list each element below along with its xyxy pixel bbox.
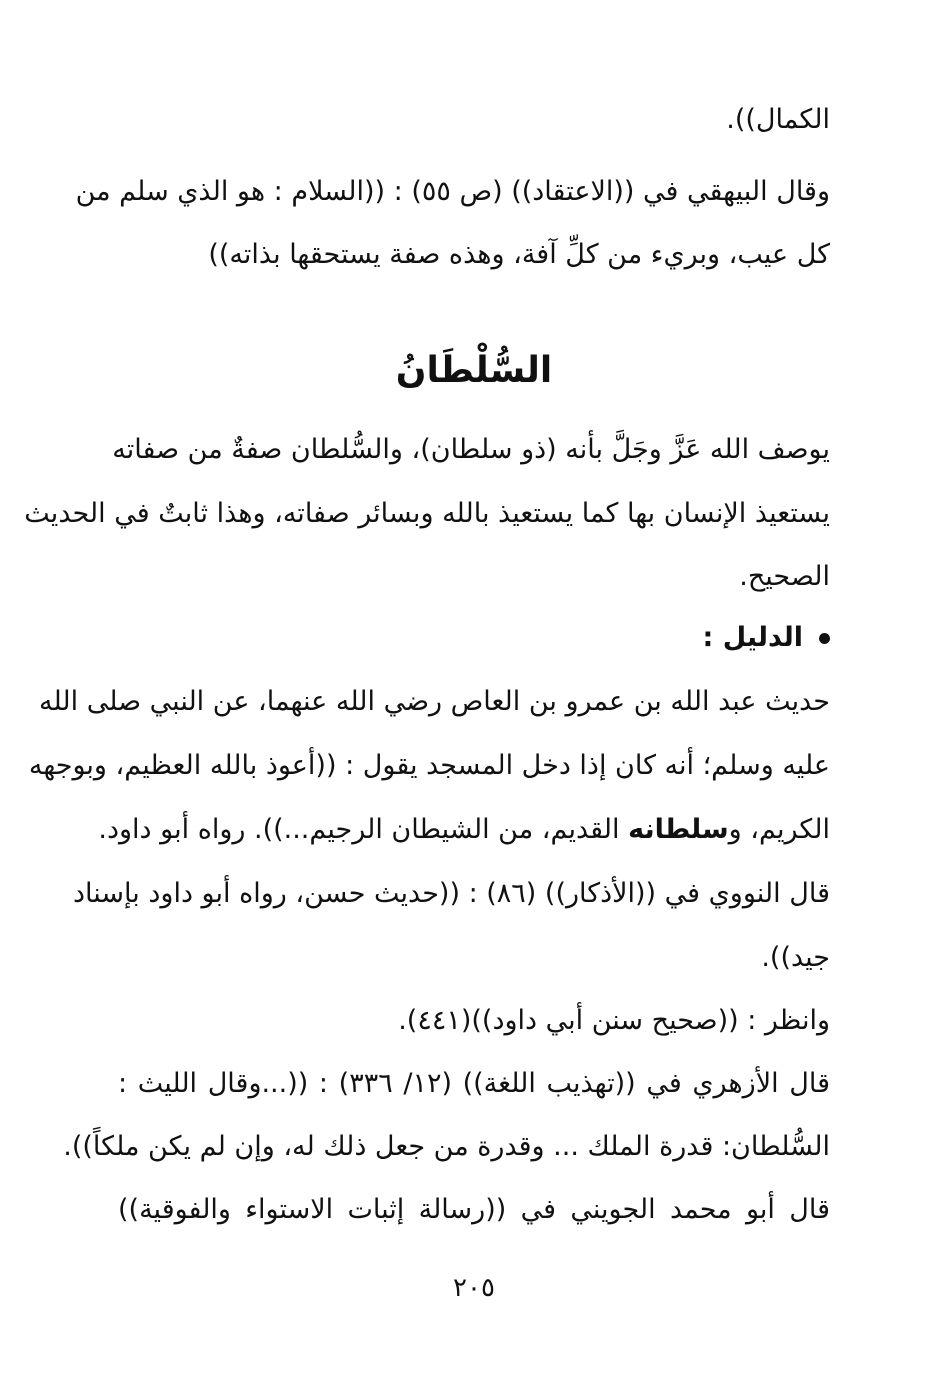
evidence-label: الدليل : — [702, 622, 803, 653]
text-line-hadith-1: حديث عبد الله بن عمرو بن العاص رضي الله عنهما، عن النبي صلى الله — [38, 686, 830, 717]
text-line-nawawi-2: جيد)). — [761, 942, 830, 973]
text-line-bayhaqi-2: كل عيب، وبريء من كلِّ آفة، وهذه صفة يستحقها بذاته)) — [208, 239, 830, 270]
text-line-juwayni-1: قال أبو محمد الجويني في ((رسالة إثبات الاستواء والفوقية)) — [118, 1194, 830, 1225]
bullet-icon — [819, 633, 830, 644]
text-line-bayhaqi-1: وقال البيهقي في ((الاعتقاد)) (ص ٥٥) : ((السلام : هو الذي سلم من — [75, 176, 830, 207]
text-line-azhari-1: قال الأزهري في ((تهذيب اللغة)) (١٢/ ٣٣٦) : ((...وقال الليث : — [118, 1068, 830, 1099]
text-line-kamal: الكمال)). — [726, 104, 830, 135]
page-number: ٢٠٥ — [453, 1273, 495, 1303]
text-line-hadith-3 — [98, 810, 830, 850]
text-line-intro-2: يستعيذ الإنسان بها كما يستعيذ بالله وبسائر صفاته، وهذا ثابتٌ في الحديث — [24, 498, 830, 529]
text-line-hadith-2: عليه وسلم؛ أنه كان إذا دخل المسجد يقول : ((أعوذ بالله العظيم، وبوجهه — [28, 750, 830, 781]
text-line-intro-1: يوصف الله عَزَّ وجَلَّ بأنه (ذو سلطان)، والسُّلطان صفةٌ من صفاته — [112, 434, 830, 465]
hadith-text-b: القديم، من الشيطان الرجيم...)). رواه أبو داود. — [98, 814, 629, 845]
section-title: السُّلْطَانُ — [395, 350, 553, 391]
text-line-nawawi-1: قال النووي في ((الأذكار)) (٨٦) : ((حديث حسن، رواه أبو داود بإسناد — [73, 878, 830, 909]
text-line-intro-3: الصحيح. — [739, 561, 830, 592]
text-line-see: وانظر : ((صحيح سنن أبي داود))(٤٤١). — [398, 1005, 830, 1036]
evidence-heading — [118, 618, 830, 658]
hadith-text-bold: سلطانه — [628, 814, 729, 845]
hadith-text-a: الكريم، و — [728, 814, 830, 845]
text-line-azhari-2: السُّلطان: قدرة الملك ... وقدرة من جعل ذلك له، وإن لم يكن ملكاً)). — [63, 1131, 830, 1162]
